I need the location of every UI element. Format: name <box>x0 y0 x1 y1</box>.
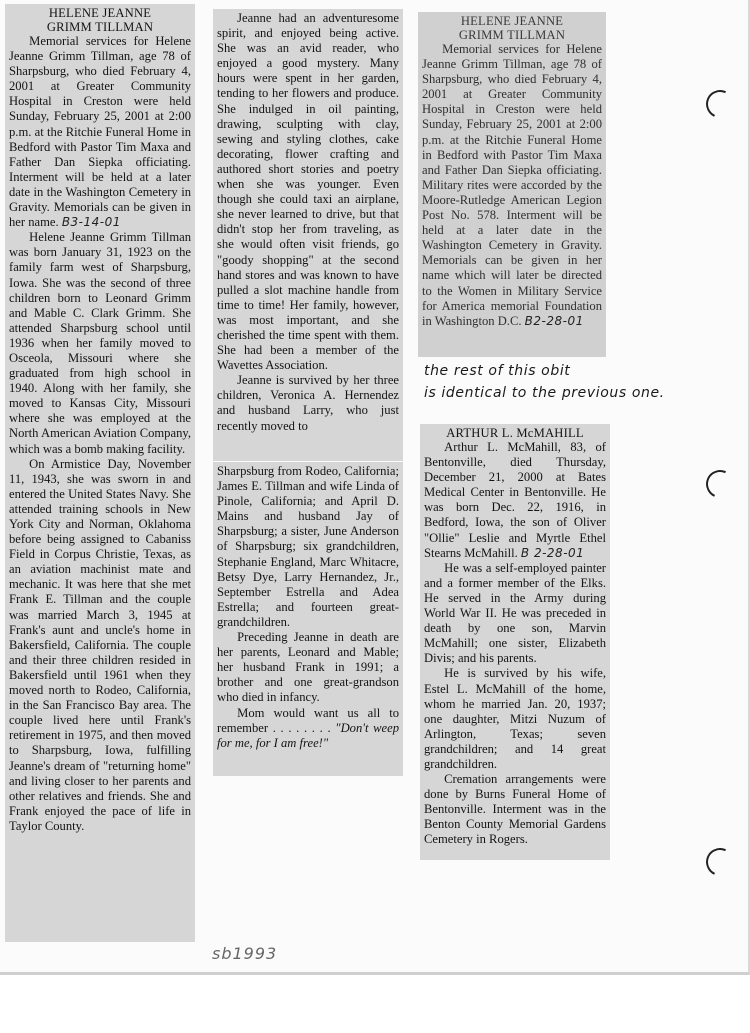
headline-line2: GRIMM TILLMAN <box>458 28 566 42</box>
paragraph-navy-service: On Armistice Day, November 11, 1943, she was sworn in and entered the United States Navy. She attended training schools in New York City and Norman, Oklahoma before being assigned to Cabaniss Field in Corpus Christie, Texas, as an aviation machinist mate and mechanic. It was here that she met Frank E. Tillman and the couple was married March 3, 1945 at Frank's aunt and uncle's home in Bakersfield, California. The couple and their three children resided in Bakersfield until 1961 when they moved north to Rodeo, California, in the San Francisco Bay area. The couple lived here until Frank's retirement in 1975, and then moved to Sharpsburg, Iowa, fulfilling Jeanne's dream of "returning home" and living closer to her parents and other relatives and friends. She and Frank enjoyed the pace of life in Taylor County. <box>9 456 191 833</box>
paragraph-survivors-continued: Sharpsburg from Rodeo, California; James E. Tillman and wife Linda of Pinole, California; and April D. Mains and husband Jay of Sharpsburg; a sister, June Anderson of Sharpsburg; six grandchildren, Stephanie England, Marc Whitacre, Betsy Dye, Larry Hernandez, Jr., September Estrella and Adea Estrella; and fourteen great-grandchildren. <box>217 464 399 629</box>
paragraph-birth: Helene Jeanne Grimm Tillman was born January 31, 1923 on the family farm west of Sharpsburg, Iowa. She was the second of three children born to Leonard Grimm and Mable C. Clark Grimm. She attended Sharpsburg school until 1936 when her family moved to Osceola, Missouri where she graduated from high school in 1940. Along with her family, she moved to Kansas City, Missouri where she was employed at the North American Aviation Company, which was a bomb making facility. <box>9 230 191 456</box>
headline-line1: HELENE JEANNE <box>48 6 152 20</box>
closing-quote: "Don't weep for me, for I am free!" <box>217 720 399 750</box>
handwritten-note <box>424 360 724 404</box>
binder-hole-icon <box>702 466 738 502</box>
obituary-clipping-tillman-part2 <box>213 9 403 461</box>
headline-mcmahill: ARTHUR L. McMAHILL <box>446 426 584 440</box>
paragraph-memorial-services-v2: Memorial services for Helene Jeanne Grimm Tillman, age 78 of Sharpsburg, who died February 4, 2001 at Greater Community Hospital in Creston were held Sunday, February 25, 2001 at 2:00 p.m. at the Ritchie Funeral Home in Bedford with Pastor Tim Maxa and Father Dan Siepka officiating. Military rites were accorded by the Moore-Rutledge American Legion Post No. 578. Interment will be held at a later date in the Washington Cemetery in Gravity. Memorials can be given in her name which will later be directed to the Women in Military Service for America memorial Foundation in Washington D.C. <box>422 42 602 328</box>
note-line2: is identical to the previous one. <box>424 385 665 401</box>
handwritten-date: B3-14-01 <box>61 215 121 230</box>
paragraph-memorial-services: Memorial services for Helene Jeanne Grimm Tillman, age 78 of Sharpsburg, who died February 4, 2001 at Greater Community Hospital in Creston were held Sunday, February 25, 2001 at 2:00 p.m. at the Ritchie Funeral Home in Bedford with Pastor Tim Maxa and Father Dan Siepka officiating. Interment will be held at a later date in the Washington Cemetery in Gravity. Memorials can be given in her name. <box>9 34 191 230</box>
paragraph-mcmahill-cremation: Cremation arrangements were done by Burns Funeral Home of Bentonville. Interment was in the Benton County Memorial Gardens Cemetery in Rogers. <box>424 772 606 847</box>
headline-line2: GRIMM TILLMAN <box>46 20 154 34</box>
paragraph-preceded-in-death: Preceding Jeanne in death are her parents, Leonard and Mable; her husband Frank in 1991; a brother and one great-grandson who died in infancy. <box>217 630 399 705</box>
paragraph-mcmahill-career: He was a self-employed painter and a former member of the Elks. He served in the Army during World War II. He was preceded in death by one son, Marvin McMahill; one sister, Elizabeth Divis; and his parents. <box>424 560 606 666</box>
paragraph-survived-by: Jeanne is survived by her three children, Veronica A. Hernendez and husband Larry, who just recently moved to <box>217 373 399 433</box>
note-line1: the rest of this obit <box>424 363 571 379</box>
obituary-clipping-tillman-part1 <box>5 4 195 942</box>
obituary-clipping-mcmahill <box>420 424 610 860</box>
handwritten-date: B 2-28-01 <box>520 545 585 560</box>
obituary-clipping-tillman-part3 <box>213 462 403 776</box>
binder-hole-icon <box>702 86 738 122</box>
paragraph-adventuresome-spirit: Jeanne had an adventuresome spirit, and enjoyed being active. She was an avid reader, who enjoyed a good mystery. Many hours were spent in her garden, tending to her flowers and produce. She indulged in oil painting, drawing, sculpting with clay, sewing and styling clothes, cake decorating, flower crafting and authored short stories and poetry when she was younger. Even though she could taxi an airplane, she never learned to drive, but that didn't stop her from traveling, as she would often visit friends, go "goody shopping" at the second hand stores and was known to have pulled a slot machine handle from time to time! Her family, however, was most important, and she cherished the time spent with them. She had been a member of the Wavettes Association. <box>217 11 399 373</box>
collection-code: sb1993 <box>212 944 278 963</box>
paragraph-mcmahill-intro: Arthur L. McMahill, 83, of Bentonville, died Thursday, December 21, 2000 at Bates Medical Center in Bentonville. He was born Dec. 22, 1916, in Bedford, Iowa, the son of Oliver "Ollie" Leslie and Myrtle Ethel Stearns McMahill. <box>424 440 606 560</box>
closing-line: Mom would want us all to remember . . . . . . . . <box>217 705 399 735</box>
binder-hole-icon <box>702 844 738 880</box>
handwritten-date: B2-28-01 <box>524 313 584 328</box>
headline-line1: HELENE JEANNE <box>460 14 564 28</box>
obituary-clipping-tillman-version2 <box>418 12 606 357</box>
paragraph-mcmahill-survivors: He is survived by his wife, Estel L. McMahill of the home, whom he married Jan. 20, 1937; one daughter, Mitzi Nuzum of Arlington, Texas; seven grandchildren; and 14 great grandchildren. <box>424 666 606 771</box>
